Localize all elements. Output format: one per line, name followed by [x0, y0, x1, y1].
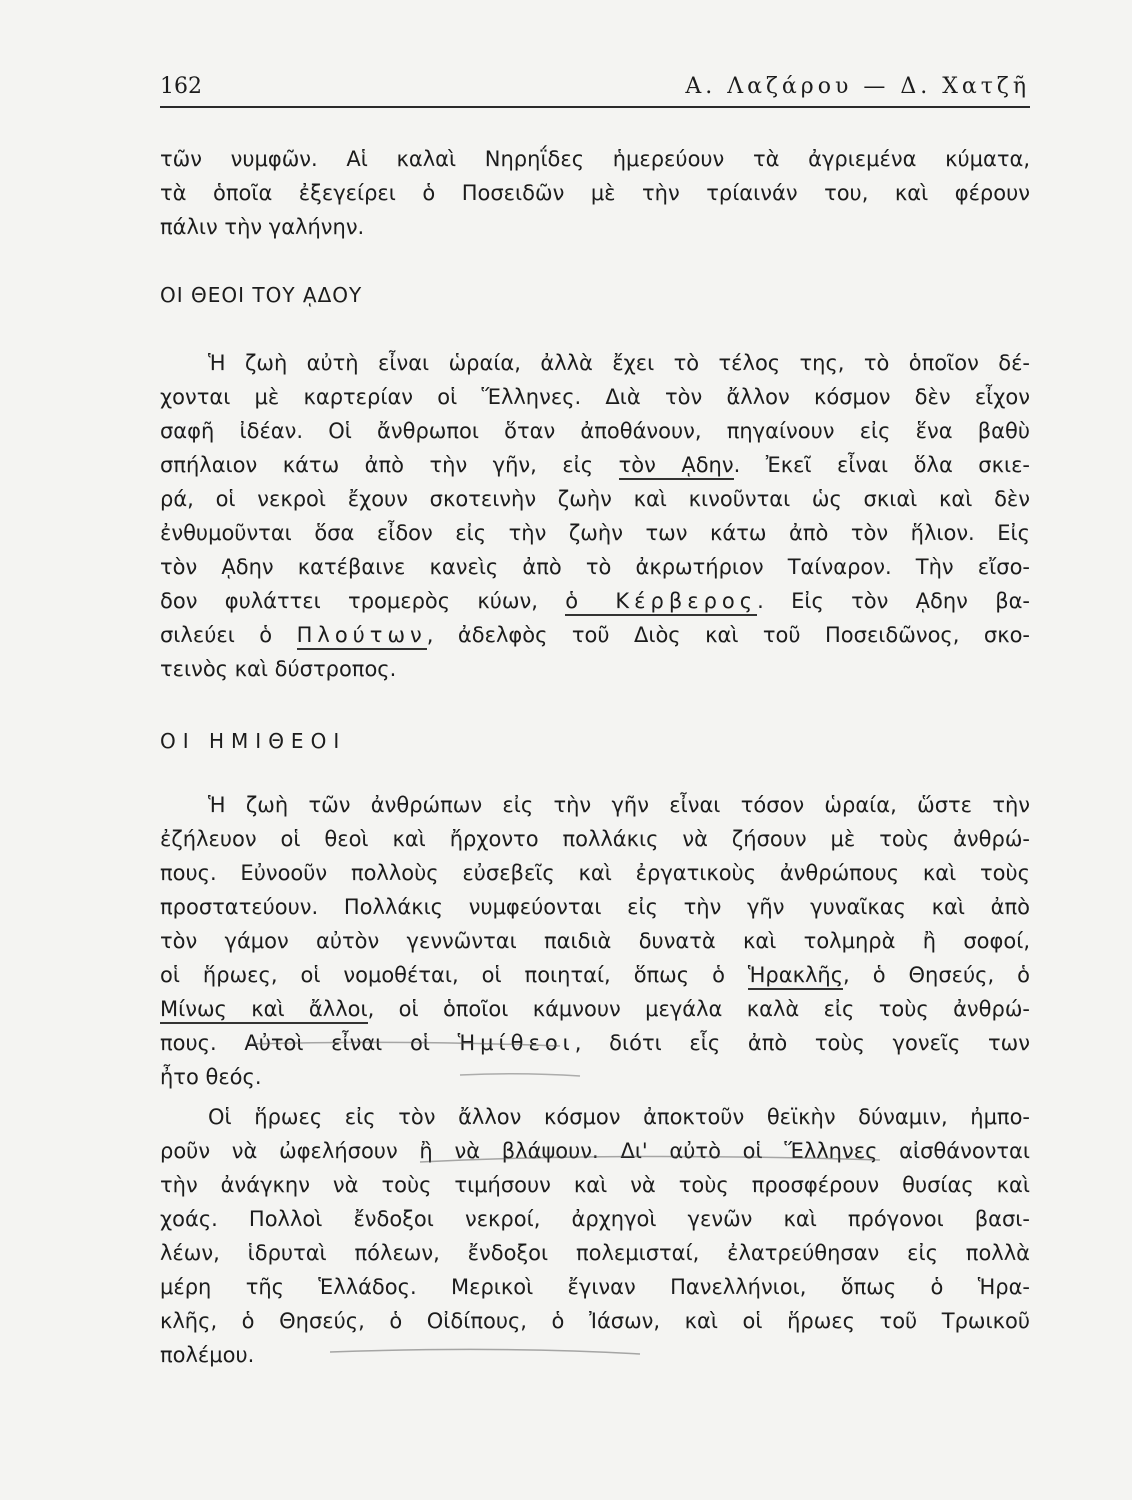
- page-number: 162: [160, 74, 202, 99]
- text-line: ἐζήλευον οἱ θεοὶ καὶ ἤρχοντο πολλάκις νὰ ζήσουν μὲ τοὺς ἀνθρώ-: [160, 827, 1030, 851]
- text-run: . Ἐκεῖ εἶναι ὅλα σκιε-: [733, 453, 1030, 477]
- text-line: κλῆς, ὁ Θησεύς, ὁ Οἰδίπους, ὁ Ἰάσων, καὶ οἱ ἥρωες τοῦ Τρωικοῦ: [160, 1309, 1030, 1333]
- text-run: , διότι εἷς ἀπὸ τοὺς γονεῖς των: [574, 1031, 1030, 1055]
- text-line: μέρη τῆς Ἑλλάδος. Μερικοὶ ἔγιναν Πανελλήνιοι, ὅπως ὁ Ἡρα-: [160, 1275, 1030, 1299]
- text-line: πολέμου.: [160, 1343, 255, 1367]
- text-run: . Εἰς τὸν ᾼδην βα-: [757, 589, 1031, 613]
- text-line: σαφῆ ἰδέαν. Οἱ ἄνθρωποι ὅταν ἀποθάνουν, πηγαίνουν εἰς ἕνα βαθὺ: [160, 419, 1030, 443]
- text-line: τὸν ᾼδην κατέβαινε κανεὶς ἀπὸ τὸ ἀκρωτήριον Ταίναρον. Τὴν εἴσο-: [160, 555, 1030, 579]
- text-line: Ἡ ζωὴ αὐτὴ εἶναι ὡραία, ἀλλὰ ἔχει τὸ τέλος της, τὸ ὁποῖον δέ-: [208, 351, 1030, 375]
- text-line: [160, 958, 1030, 992]
- demigods-term: Ἡμίθεοι: [457, 1031, 575, 1055]
- text-line: [160, 584, 1030, 618]
- text-run: πους. Αὐτοὶ εἶναι οἱ: [160, 1031, 458, 1055]
- text-run: δον φυλάττει τρομερὸς κύων,: [160, 589, 566, 613]
- demigods-paragraph-2: [160, 1100, 1030, 1372]
- text-line: λέων, ἱδρυταὶ πόλεων, ἔνδοξοι πολεμισταί, ἐλατρεύθησαν εἰς πολλὰ: [160, 1241, 1030, 1265]
- underlined-pluto: Πλούτων: [297, 623, 427, 650]
- text-line: τεινὸς καὶ δύστροπος.: [160, 657, 397, 681]
- underlined-hades: τὸν ᾼδην: [619, 453, 734, 480]
- demigods-paragraph-1: [160, 788, 1030, 1094]
- text-line: Οἱ ἥρωες εἰς τὸν ἄλλον κόσμον ἀποκτοῦν θεϊκὴν δύναμιν, ἠμπο-: [208, 1105, 1030, 1129]
- text-line: ροῦν νὰ ὠφελήσουν ἢ νὰ βλάψουν. Δι' αὐτὸ οἱ Ἕλληνες αἰσθάνονται: [160, 1139, 1030, 1163]
- text-run: σιλεύει ὁ: [160, 623, 297, 647]
- text-run: , ἀδελφὸς τοῦ Διὸς καὶ τοῦ Ποσειδῶνος, σκο-: [426, 623, 1030, 647]
- text-line: τὴν ἀνάγκην νὰ τοὺς τιμήσουν καὶ νὰ τοὺς προσφέρουν θυσίας καὶ: [160, 1173, 1030, 1197]
- underlined-heracles: Ἡρακλῆς: [748, 963, 843, 990]
- authors-header: Α. Λαζάρου — Δ. Χατζῆ: [685, 74, 1030, 99]
- text-line: χονται μὲ καρτερίαν οἱ Ἕλληνες. Διὰ τὸν ἄλλον κόσμον δὲν εἶχον: [160, 385, 1030, 409]
- section-heading-hades: ΟΙ ΘΕΟΙ ΤΟΥ ᾼΔΟΥ: [160, 283, 363, 307]
- text-line: ἦτο θεός.: [160, 1065, 262, 1089]
- underlined-cerberus: ὁ Κέρβερος: [565, 589, 757, 616]
- hades-paragraph: [160, 346, 1030, 686]
- text-line: [160, 992, 1030, 1026]
- text-line: χοάς. Πολλοὶ ἔνδοξοι νεκροί, ἀρχηγοὶ γενῶν καὶ πρόγονοι βασι-: [160, 1207, 1030, 1231]
- text-line: [160, 618, 1030, 652]
- text-line: τὰ ὁποῖα ἐξεγείρει ὁ Ποσειδῶν μὲ τὴν τρίαινάν του, καὶ φέρουν: [160, 181, 1030, 205]
- text-line: τὸν γάμον αὐτὸν γεννῶνται παιδιὰ δυνατὰ καὶ τολμηρὰ ἢ σοφοί,: [160, 929, 1030, 953]
- text-run: οἱ ἥρωες, οἱ νομοθέται, οἱ ποιηταί, ὅπως ὁ: [160, 963, 748, 987]
- text-run: , ὁ Θησεύς, ὁ: [843, 963, 1030, 987]
- intro-paragraph: [160, 142, 1030, 244]
- text-line: τῶν νυμφῶν. Αἱ καλαὶ Νηρηΐδες ἡμερεύουν τὰ ἀγριεμένα κύματα,: [160, 147, 1030, 171]
- text-line: ρά, οἱ νεκροὶ ἔχουν σκοτεινὴν ζωὴν καὶ κινοῦνται ὡς σκιαὶ καὶ δὲν: [160, 487, 1030, 511]
- text-line: πους. Εὐνοοῦν πολλοὺς εὐσεβεῖς καὶ ἐργατικοὺς ἀνθρώπους καὶ τοὺς: [160, 861, 1030, 885]
- text-line: ἐνθυμοῦνται ὅσα εἶδον εἰς τὴν ζωὴν των κάτω ἀπὸ τὸν ἥλιον. Εἰς: [160, 521, 1030, 545]
- underlined-minos: Μίνως καὶ ἄλλοι: [160, 997, 368, 1024]
- text-line: πάλιν τὴν γαλήνην.: [160, 215, 365, 239]
- section-heading-demigods: ΟΙ ΗΜΙΘΕΟΙ: [160, 729, 347, 753]
- text-line: [160, 448, 1030, 482]
- text-line: [160, 1026, 1030, 1060]
- text-run: , οἱ ὁποῖοι κάμνουν μεγάλα καλὰ εἰς τοὺς ἀνθρώ-: [367, 997, 1030, 1021]
- text-run: σπήλαιον κάτω ἀπὸ τὴν γῆν, εἰς: [160, 453, 619, 477]
- text-line: προστατεύουν. Πολλάκις νυμφεύονται εἰς τὴν γῆν γυναῖκας καὶ ἀπὸ: [160, 895, 1030, 919]
- text-line: Ἡ ζωὴ τῶν ἀνθρώπων εἰς τὴν γῆν εἶναι τόσον ὡραία, ὥστε τὴν: [208, 793, 1030, 817]
- running-header: [160, 72, 1030, 108]
